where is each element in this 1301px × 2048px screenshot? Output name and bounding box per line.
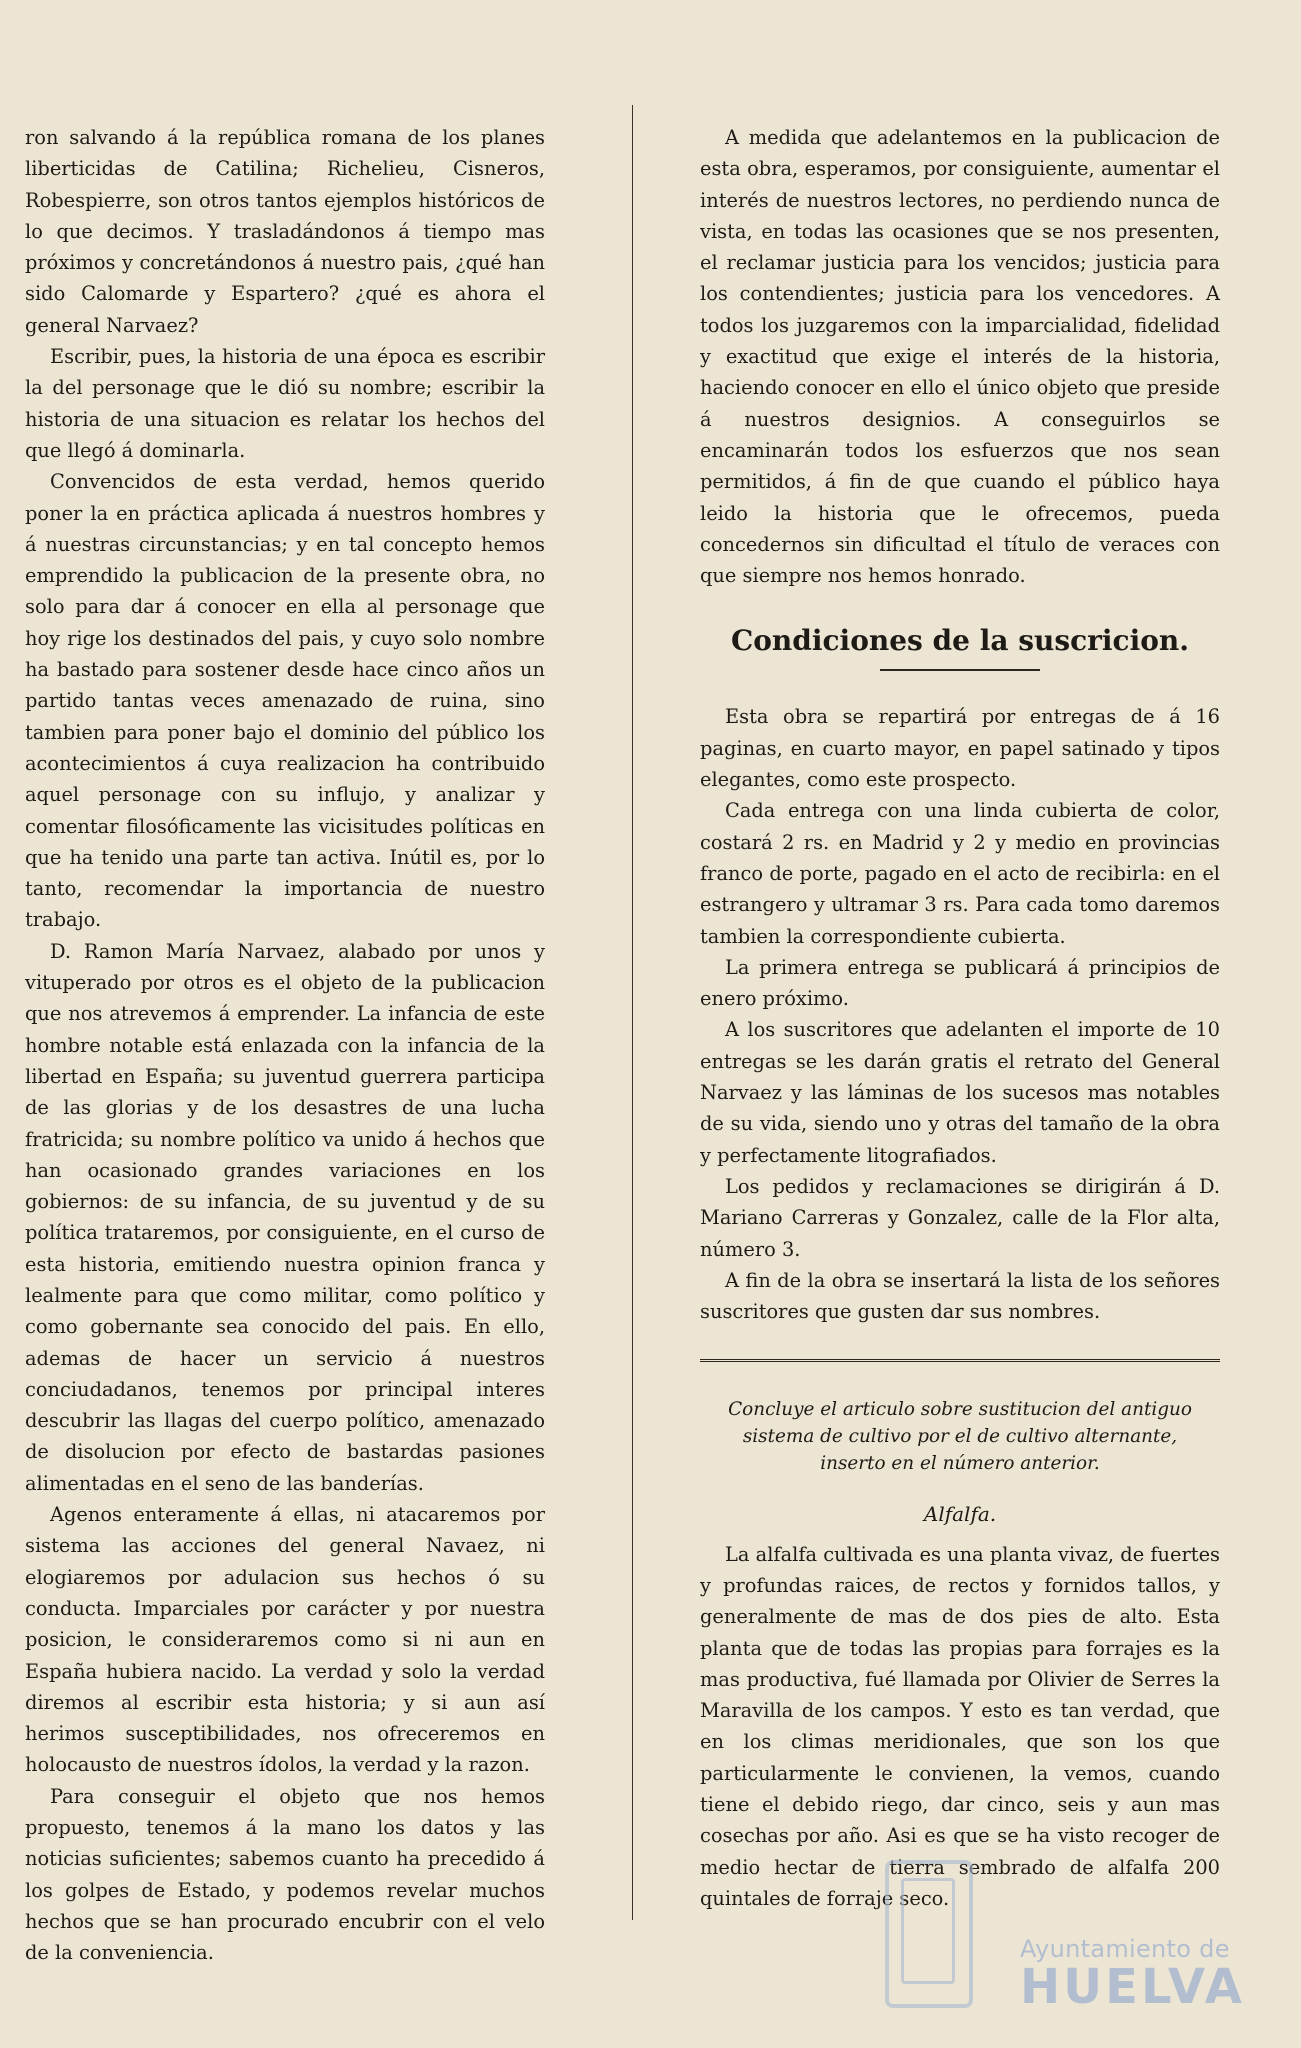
left-column [25, 122, 545, 1969]
conditions-heading: Condiciones de la suscricion. [730, 624, 1190, 658]
alfalfa-paragraph: La alfalfa cultivada es una planta vivaz, de fuertes y profundas raices, de rectos y fornidos tallos, y generalmente de mas de dos pies de alto. Esta planta que de todas las propias para forrajes es la mas productiva, fué llamada por Olivier de Serres la Maravilla de los campos. Y esto es tan verdad, que en los climas meridionales, que son los que particularmente le convienen, la vemos, cuando tiene el debido riego, dar cinco, seis y aun mas cosechas por año. Asi es que se ha visto recoger de medio hectar de tierra sembrado de alfalfa 200 quintales de forraje seco. [700, 1542, 1220, 1910]
paragraph: Para conseguir el objeto que nos hemos propuesto, tenemos á la mano los datos y las noticias suficientes; sabemos cuanto ha precedido á los golpes de Estado, y podemos revelar muchos hechos que se han procurado encubrir con el velo de la conveniencia. [25, 1784, 545, 1965]
condition-paragraph: A fin de la obra se insertará la lista de los señores suscritores que gusten dar sus nombres. [700, 1268, 1220, 1324]
city-seal-icon [885, 1860, 973, 2008]
condition-paragraph: La primera entrega se publicará á principios de enero próximo. [700, 955, 1220, 1011]
column-divider [632, 105, 633, 1920]
watermark-line1: Ayuntamiento de [1020, 1935, 1230, 1963]
paragraph: D. Ramon María Narvaez, alabado por unos y vituperado por otros es el objeto de la publicacion que nos atrevemos á emprender. La infancia de este hombre notable está enlazada con la infancia de la libertad en España; su juventud guerrera participa de las glorias y de los desastres de una lucha fratricida; su nombre político va unido á hechos que han ocasionado grandes variaciones en los gobiernos: de su infancia, de su juventud y de su política trataremos, por consiguiente, en el curso de esta historia, emitiendo nuestra opinion franca y lealmente para que como militar, como político y como gobernante sea conocido del pais. En ello, ademas de hacer un servicio á nuestros conciudadanos, tenemos por principal interes descubrir las llagas del cuerpo político, amenazado de disolucion por efecto de bastardas pasiones alimentadas en el seno de las banderías. [25, 939, 545, 1495]
article-note: Concluye el articulo sobre sustitucion del antiguo sistema de cultivo por el de cultivo alternante, inserto en el número anterior. [728, 1399, 1192, 1475]
intro-paragraph: A medida que adelantemos en la publicacion de esta obra, esperamos, por consiguiente, aumentar el interés de nuestros lectores, no perdiendo nunca de vista, en todas las ocasiones que se nos presenten, el reclamar justicia para los vencidos; justicia para los contendientes; justicia para los vencedores. A todos los juzgaremos con la imparcialidad, fidelidad y exactitud que exige el interés de la historia, haciendo conocer en ello el único objeto que preside á nuestros designios. A conseguirlos se encaminarán todos los esfuerzos que nos sean permitidos, á fin de que cuando el público haya leido la historia que le ofrecemos, pueda concedernos sin dificultad el título de veraces con que siempre nos hemos honrado. [700, 126, 1220, 588]
condition-paragraph: Los pedidos y reclamaciones se dirigirán á D. Mariano Carreras y Gonzalez, calle de la Flor alta, número 3. [700, 1174, 1220, 1261]
condition-paragraph: A los suscritores que adelanten el importe de 10 entregas se les darán gratis el retrato del General Narvaez y las láminas de los sucesos mas notables de su vida, siendo uno y otras del tamaño de la obra y perfectamente litografiados. [700, 1018, 1220, 1167]
condition-paragraph: Esta obra se repartirá por entregas de á 16 paginas, en cuarto mayor, en papel satinado y tipos elegantes, como este prospecto. [700, 705, 1220, 792]
heading-rule [880, 669, 1040, 671]
alfalfa-subheading: Alfalfa. [923, 1502, 997, 1527]
paragraph: Agenos enteramente á ellas, ni atacaremos por sistema las acciones del general Navaez, ni elogiaremos por adulacion sus hechos ó su conducta. Imparciales por carácter y por nuestra posicion, le consideraremos como si ni aun en España hubiera nacido. La verdad y solo la verdad diremos al escribir esta historia; y si aun así herimos susceptibilidades, nos ofreceremos en holocausto de nuestros ídolos, la verdad y la razon. [25, 1503, 545, 1777]
right-column [700, 122, 1220, 1914]
paragraph: Escribir, pues, la historia de una época es escribir la del personage que le dió su nombre; escribir la historia de una situacion es relatar los hechos del que llegó á dominarla. [25, 345, 545, 462]
paragraph: Convencidos de esta verdad, hemos querido poner la en práctica aplicada á nuestros hombres y á nuestras circunstancias; y en tal concepto hemos emprendido la publicacion de la presente obra, no solo para dar á conocer en ella al personage que hoy rige los destinados del pais, y cuyo solo nombre ha bastado para sostener desde hace cinco años un partido tantas veces amenazado de ruina, sino tambien para poner bajo el dominio del público los acontecimientos á cuya realizacion ha contribuido aquel personage con su influjo, y analizar y comentar filosóficamente las vicisitudes políticas en que ha tenido una parte tan activa. Inútil es, por lo tanto, recomendar la importancia de nuestro trabajo. [25, 470, 545, 932]
watermark-line2: HUELVA [1020, 1959, 1245, 2015]
section-double-rule [700, 1359, 1220, 1366]
condition-paragraph: Cada entrega con una linda cubierta de color, costará 2 rs. en Madrid y 2 y medio en provincias franco de porte, pagado en el acto de recibirla: en el estrangero y ultramar 3 rs. Para cada tomo daremos tambien la correspondiente cubierta. [700, 799, 1220, 948]
watermark [1020, 1935, 1245, 2015]
paragraph: ron salvando á la república romana de los planes liberticidas de Catilina; Richelieu, Cisneros, Robespierre, son otros tantos ejemplos históricos de lo que decimos. Y trasladándonos á tiempo mas próximos y concretándonos á nuestro pais, ¿qué han sido Calomarde y Espartero? ¿qué es ahora el general Narvaez? [25, 126, 545, 337]
